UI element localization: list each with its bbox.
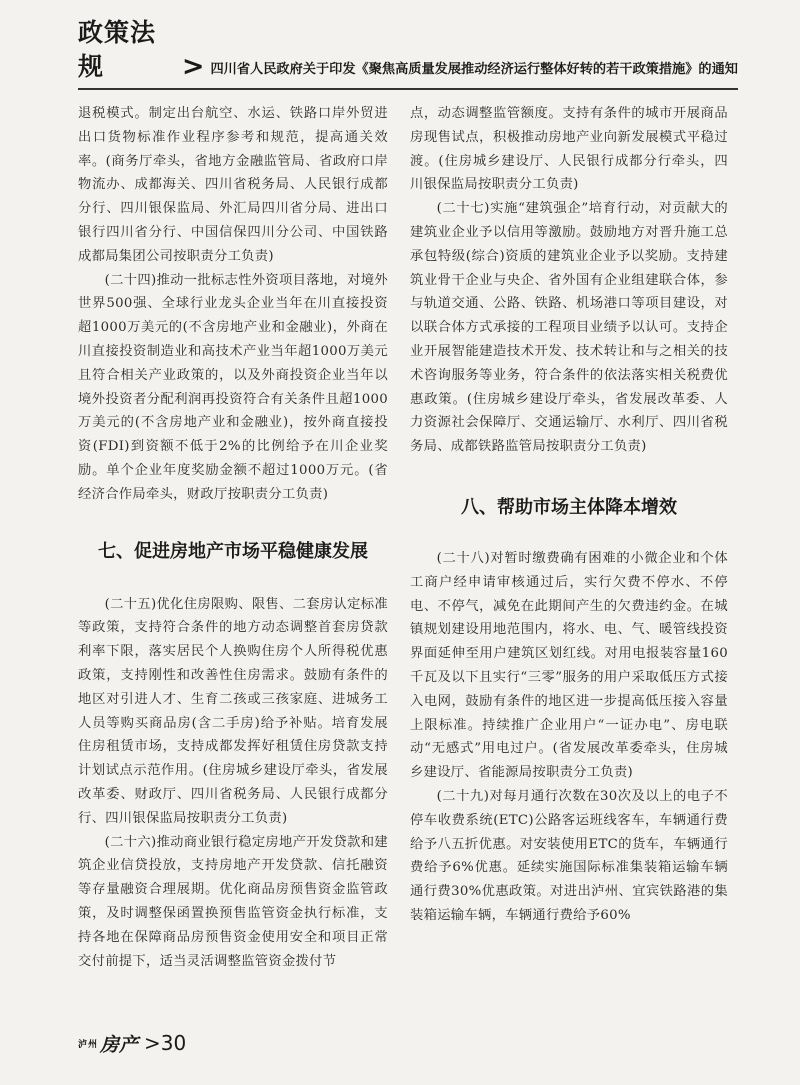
left-column [78,102,388,973]
section-title: 政策法规 [78,18,157,81]
section-arrow: > [181,51,205,82]
page-footer [78,1028,186,1058]
page-header [78,18,738,84]
paragraph-28: (二十八)对暂时缴费确有困难的小微企业和个体工商户经申请审核通过后，实行欠费不停水、不停电、不停气，减免在此期间产生的欠费违约金。在城镇规划建设用地范围内，将水、电、气、暖管线投资界面延伸至用户建筑区划红线。对用电报装容量160千瓦及以下且实行“三零”服务的用户采取低压方式接入电网，鼓励有条件的地区进一步提高低压接入容量上限标准。持续推广企业用户“一证办电”、房电联动“无感式”用电过户。(省发展改革委牵头，住房城乡建设厅、省能源局按职责分工负责) [410,550,728,781]
paragraph-29: (二十九)对每月通行次数在30次及以上的电子不停车收费系统(ETC)公路客运班线客车，车辆通行费给予八五折优惠。对安装使用ETC的货车，车辆通行费给予6%优惠。延续实施国际标准集装箱运输车辆通行费30%优惠政策。对进出泸州、宜宾铁路港的集装箱运输车辆，车辆通行费给予60% [410,788,728,923]
paragraph-24: (二十四)推动一批标志性外资项目落地，对境外世界500强、全球行业龙头企业当年在川直接投资超1000万美元的(不含房地产业和金融业)，外商在川直接投资制造业和高技术产业当年超1000万美元且符合相关产业政策的，以及外商投资企业当年以境外投资者分配利润再投资符合有关条件且超1000万美元的(不含房地产业和金融业)，按外商直接投资(FDI)到资额不低于2%的比例给予在川企业奖励。单个企业年度奖励金额不超过1000万元。(省经济合作局牵头，财政厅按职责分工负责) [78,272,388,502]
right-column [410,102,728,928]
document-title: 四川省人民政府关于印发《聚焦高质量发展推动经济运行整体好转的若干政策措施》的通知 [210,62,738,77]
paragraph-27: (二十七)实施“建筑强企”培育行动，对贡献大的建筑业企业予以信用等激励。鼓励地方对晋升施工总承包特级(综合)资质的建筑业企业予以奖励。支持建筑业骨干企业与央企、省外国有企业组建联合体，参与轨道交通、公路、铁路、机场港口等项目建设，对以联合体方式承接的工程项目业绩予以认可。支持企业开展智能建造技术开发、技术转让和与之相关的技术咨询服务等业务，符合条件的依法落实相关税费优惠政策。(住房城乡建设厅牵头，省发展改革委、人力资源社会保障厅、交通运输厅、水利厅、四川省税务局、成都铁路监管局按职责分工负责) [410,201,728,455]
logo-city-text: 泸州 [78,1039,99,1050]
paragraph-continued-right: 点，动态调整监管额度。支持有条件的城市开展商品房现售试点，积极推动房地产业向新发展模式平稳过渡。(住房城乡建设厅、人民银行成都分行牵头，四川银保监局按职责分工负责) [410,106,728,193]
magazine-logo [78,1030,138,1057]
page-number: >30 [144,1031,187,1055]
paragraph-25: (二十五)优化住房限购、限售、二套房认定标准等政策，支持符合条件的地方动态调整首套房贷款利率下限，落实居民个人换购住房个人所得税优惠政策，支持刚性和改善性住房需求。鼓励有条件的地区对引进人才、生育二孩或三孩家庭、进城务工人员等购买商品房(含二手房)给予补贴。培育发展住房租赁市场，支持成都发挥好租赁住房贷款支持计划试点示范作用。(住房城乡建设厅牵头，省发展改革委、财政厅、四川省税务局、人民银行成都分行、四川银保监局按职责分工负责) [78,596,388,826]
header-rule [78,88,738,90]
logo-title-text: 房产 [100,1033,139,1056]
paragraph-26: (二十六)推动商业银行稳定房地产开发贷款和建筑企业信贷投放，支持房地产开发贷款、信托融资等存量融资合理展期。优化商品房预售资金监管政策，及时调整保函置换预售监管资金执行标准，支持各地在保障商品房预售资金使用安全和项目正常交付前提下，适当灵活调整监管资金拨付节 [78,834,388,969]
section-heading-8: 八、帮助市场主体降本增效 [461,496,677,518]
paragraph-continued: 退税模式。制定出台航空、水运、铁路口岸外贸进出口货物标准作业程序参考和规范，提高通关效率。(商务厅牵头，省地方金融监管局、省政府口岸物流办、成都海关、四川省税务局、人民银行成都分行、四川银保监局、外汇局四川省分局、进出口银行四川省分行、中国信保四川分公司、中国铁路成都局集团公司按职责分工负责) [78,106,388,264]
section-heading-7: 七、促进房地产市场平稳健康发展 [98,540,368,562]
